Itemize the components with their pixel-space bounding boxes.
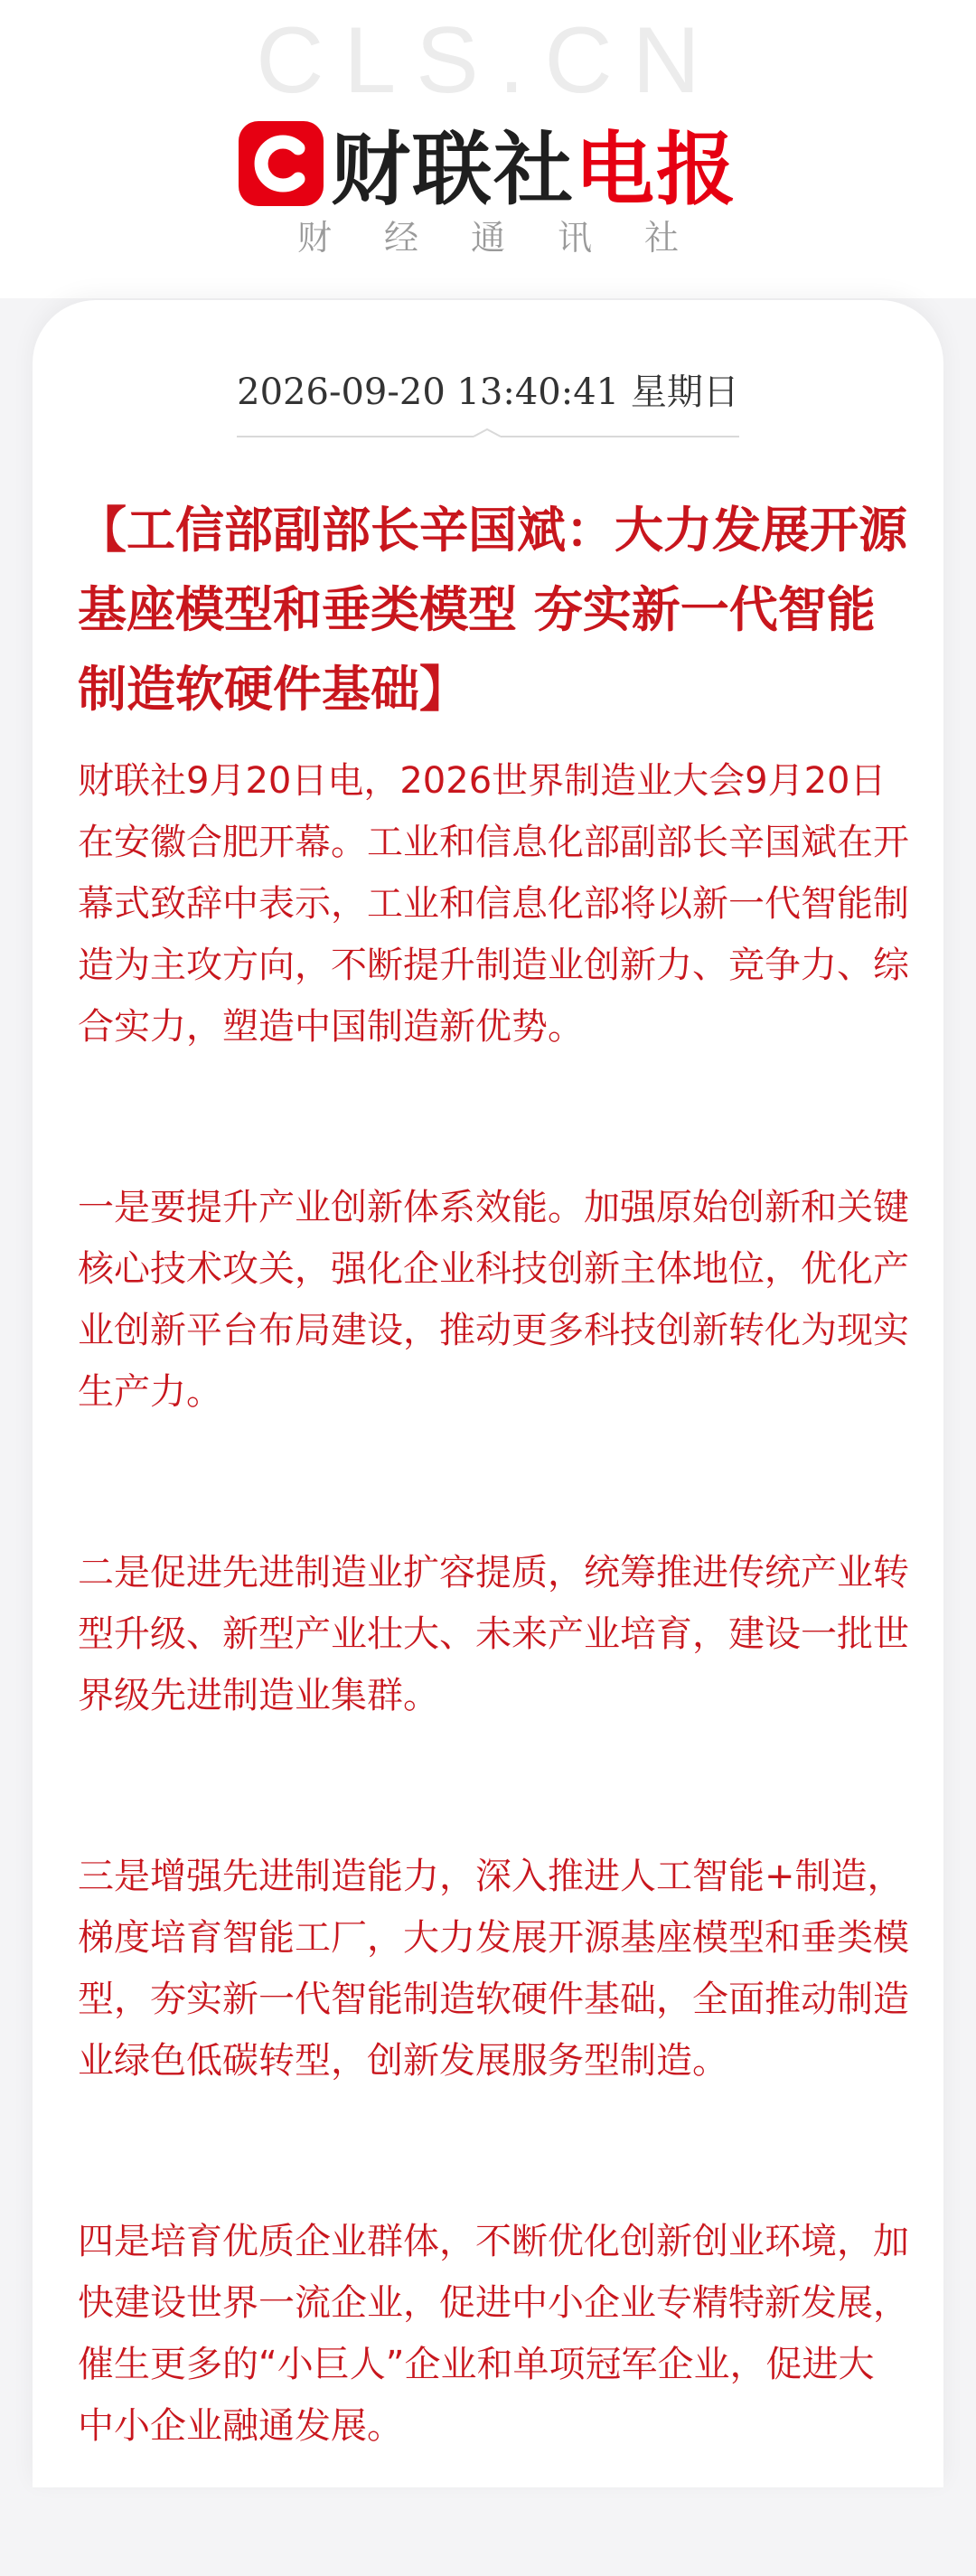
article-body — [78, 750, 909, 2576]
article-paragraph: 四是培育优质企业群体，不断优化创新创业环境，加快建设世界一流企业，促进中小企业专精特新发展，催生更多的“小巨人”企业和单项冠军企业，促进大中小企业融通发展。 — [78, 2221, 909, 2447]
article-paragraph: 二是促进先进制造业扩容提质，统筹推进传统产业转型升级、新型产业壮大、未来产业培育，建设一批世界级先进制造业集群。 — [78, 1552, 909, 1716]
brand-name: 财联社 — [330, 123, 575, 216]
brand-logo — [0, 107, 976, 221]
cls-c-logo-icon — [239, 121, 324, 206]
article-paragraph: 三是增强先进制造能力，深入推进人工智能+制造，梯度培育智能工厂，大力发展开源基座模型和垂类模型，夯实新一代智能制造软硬件基础，全面推动制造业绿色低碳转型，创新发展服务型制造。 — [78, 1856, 909, 2082]
article-paragraph: 一是要提升产业创新体系效能。加强原始创新和关键核心技术攻关，强化企业科技创新主体地位，优化产业创新平台布局建设，推动更多科技创新转化为现实生产力。 — [78, 1187, 909, 1413]
article-paragraph: 财联社9月20日电，2026世界制造业大会9月20日在安徽合肥开幕。工业和信息化部副部长辛国斌在开幕式致辞中表示，工业和信息化部将以新一代智能制造为主攻方向，不断提升制造业创新力、竞争力、综合实力，塑造中国制造新优势。 — [78, 760, 909, 1048]
watermark-text: CLS.CN — [256, 8, 720, 113]
brand-subtitle: 财经通讯社 — [296, 218, 731, 258]
page-header — [0, 0, 976, 298]
divider-notch-icon — [474, 428, 501, 443]
brand-suffix: 电报 — [575, 123, 738, 216]
article-headline: 【工信部副部长辛国斌：大力发展开源基座模型和垂类模型 夯实新一代智能制造软硬件基础】 — [78, 501, 907, 718]
article-card — [33, 300, 943, 2487]
article-datetime: 2026-09-20 13:40:41 星期日 — [237, 371, 739, 413]
